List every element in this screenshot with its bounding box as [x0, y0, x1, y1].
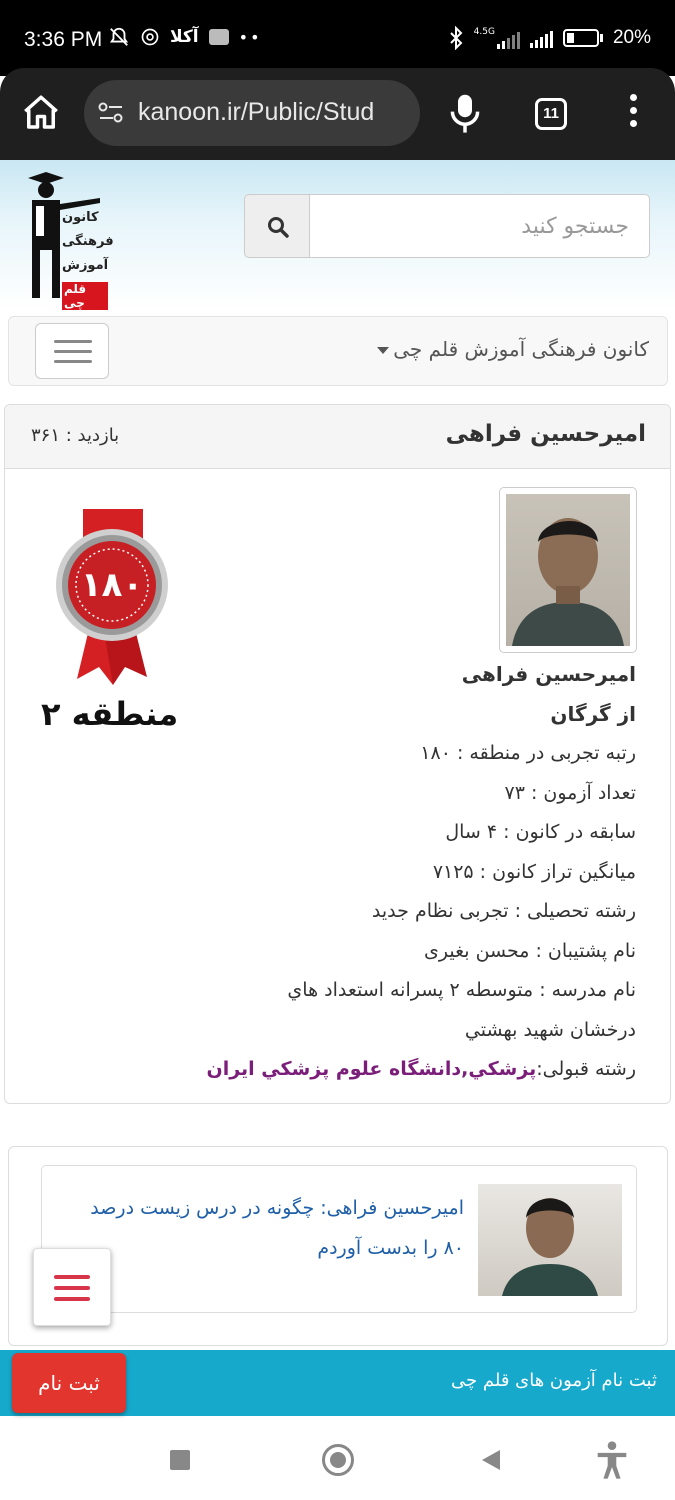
student-exam-count: تعداد آزمون : ۷۳: [504, 781, 636, 804]
microphone-icon[interactable]: [448, 92, 482, 134]
student-photo-frame: [499, 487, 637, 653]
register-banner: [0, 1350, 675, 1416]
search-icon: [266, 215, 290, 239]
system-navigation-bar: [0, 1420, 675, 1500]
register-button[interactable]: ثبت نام: [12, 1353, 126, 1413]
medal-number: ۱۸۰: [80, 565, 144, 605]
status-time: 3:36 PM: [24, 28, 103, 51]
student-avg-score: میانگین تراز کانون : ۷۱۲۵: [432, 860, 636, 883]
signal-icon-2: [530, 28, 553, 48]
more-dots-icon: ••: [238, 27, 262, 47]
logo-line-2: فرهنگی: [62, 234, 114, 249]
student-card: [4, 404, 671, 1104]
student-name: امیرحسین فراهی: [461, 662, 636, 686]
address-bar[interactable]: [84, 80, 420, 146]
back-button[interactable]: [482, 1450, 500, 1470]
student-card-title: امیرحسین فراهی: [445, 421, 646, 447]
home-button[interactable]: [322, 1444, 354, 1476]
caret-down-icon: [377, 347, 389, 354]
visit-count: بازدید : ۳۶۱: [31, 425, 120, 446]
student-history: سابقه در کانون : ۴ سال: [445, 821, 636, 843]
status-notification-icons: [108, 26, 262, 48]
battery-percent: 20%: [612, 27, 651, 48]
register-banner-text: ثبت نام آزمون های قلم چی: [451, 1370, 657, 1391]
recents-button[interactable]: [170, 1450, 190, 1470]
status-bar: [0, 0, 675, 76]
bell-off-icon: [108, 26, 130, 48]
chrome-icon: [140, 27, 160, 47]
photos-icon: [209, 29, 229, 45]
search-input[interactable]: [309, 194, 650, 258]
accepted-label: رشته قبولی:: [536, 1058, 636, 1080]
network-type: 4.5G: [474, 28, 520, 49]
student-city: از گرگان: [550, 701, 636, 726]
student-photo: [506, 494, 630, 646]
rank-medal: [49, 509, 175, 685]
floating-menu-button[interactable]: [33, 1248, 111, 1326]
logo-red-badge: قلم چی: [62, 282, 108, 310]
region-label: منطقه ۲: [41, 695, 179, 733]
web-page: [0, 160, 675, 1420]
student-supporter: نام پشتیبان : محسن بغیری: [424, 939, 636, 962]
student-info: [196, 655, 636, 1090]
logo-line-1: کانون: [62, 210, 99, 225]
nav-brand-dropdown[interactable]: [377, 337, 649, 361]
nav-brand-label: کانون فرهنگی آموزش قلم چی: [393, 337, 649, 361]
site-navbar: [8, 316, 668, 386]
battery-icon: [563, 29, 603, 47]
accessibility-icon[interactable]: [594, 1440, 630, 1480]
logo-line-3: آموزش: [62, 258, 109, 273]
search-button[interactable]: [244, 194, 310, 258]
nav-hamburger-button[interactable]: [35, 323, 109, 379]
site-settings-icon[interactable]: [98, 102, 124, 124]
student-field: رشته تحصیلی : تجربی نظام جدید: [371, 900, 636, 922]
student-card-header: [5, 405, 670, 469]
search-box: [244, 194, 650, 258]
accepted-value: پزشكي,دانشگاه علوم پزشكي ايران: [206, 1058, 537, 1080]
tab-switcher-button[interactable]: 11: [535, 98, 567, 130]
status-system-icons: [448, 26, 651, 50]
student-accepted: [196, 1050, 636, 1090]
student-school: نام مدرسه : متوسطه ۲ پسرانه استعداد هاي درخشان شهید بهشتي: [287, 979, 636, 1041]
related-article-link[interactable]: امیرحسین فراهی: چگونه در درس زیست درصد ۸۰ را بدست آوردم: [90, 1197, 464, 1259]
student-rank: رتبه تجربی در منطقه : ۱۸۰: [420, 742, 636, 764]
signal-icon: [497, 29, 520, 49]
related-article-item[interactable]: [41, 1165, 637, 1313]
related-article-thumbnail[interactable]: [478, 1184, 622, 1296]
kanoon-logo[interactable]: [18, 170, 114, 310]
browser-toolbar: [0, 68, 675, 160]
url-text[interactable]: kanoon.ir/Public/Stud: [138, 98, 375, 126]
browser-menu-icon[interactable]: [626, 94, 640, 134]
app-badge: آکلا: [170, 27, 199, 47]
bluetooth-icon: [448, 26, 464, 50]
home-icon[interactable]: [20, 92, 62, 134]
